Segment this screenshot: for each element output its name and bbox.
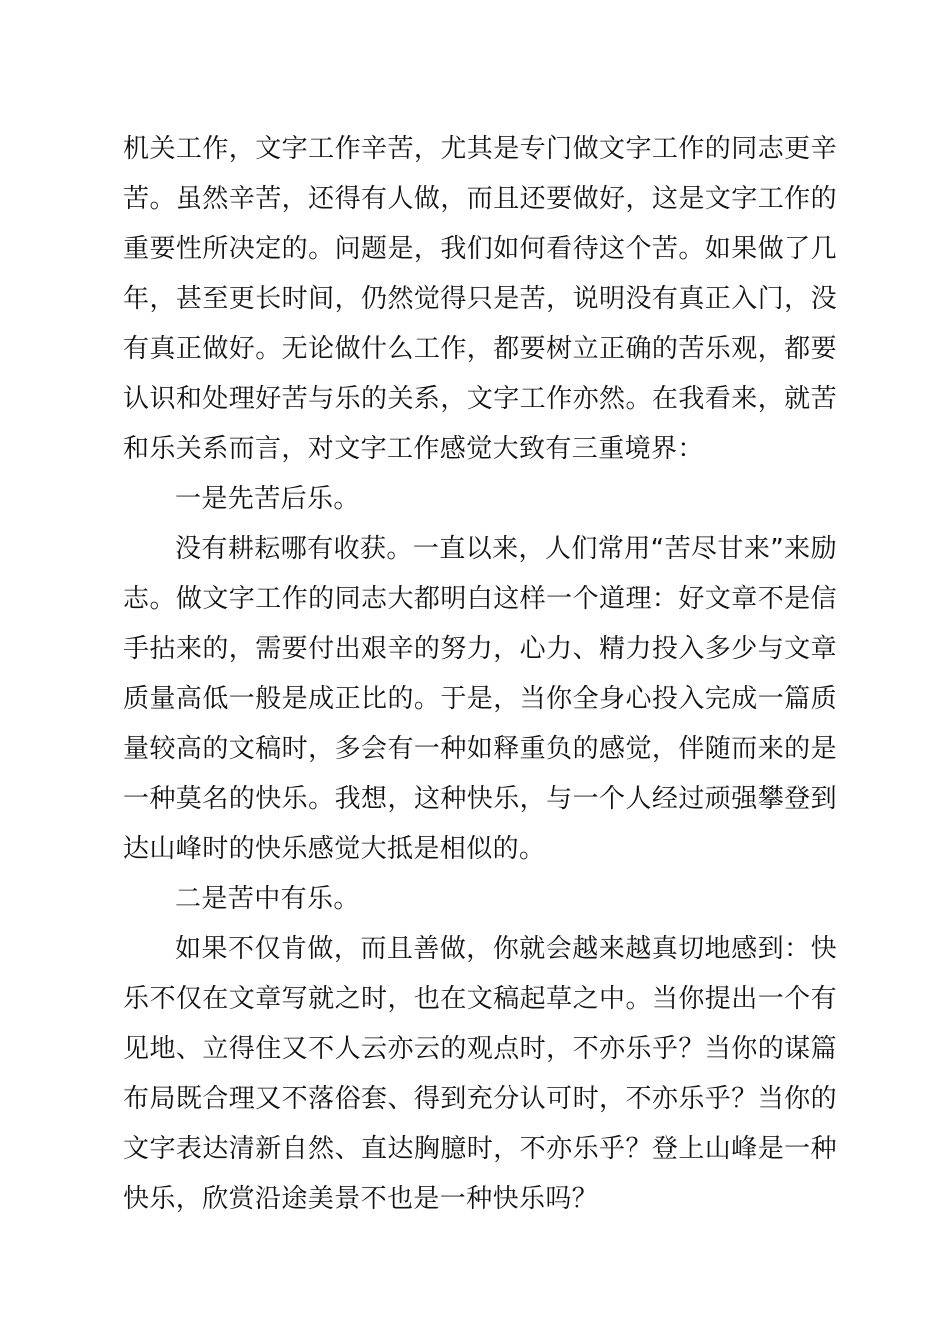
- first-realm-paragraph: 没有耕耘哪有收获。一直以来，人们常用“苦尽甘来”来励志。做文字工作的同志大都明白这样一个道理：好文章不是信手拈来的，需要付出艰辛的努力，心力、精力投入多少与文章质量高低一般是成正比的。于是，当你全身心投入完成一篇质量较高的文稿时，多会有一种如释重负的感觉，伴随而来的是一种莫名的快乐。我想，这种快乐，与一个人经过顽强攀登到达山峰时的快乐感觉大抵是相似的。: [123, 534, 837, 864]
- intro-paragraph: 机关工作，文字工作辛苦，尤其是专门做文字工作的同志更辛苦。虽然辛苦，还得有人做，而且还要做好，这是文字工作的重要性所决定的。问题是，我们如何看待这个苦。如果做了几年，甚至更长时间，仍然觉得只是苦，说明没有真正入门，没有真正做好。无论做什么工作，都要树立正确的苦乐观，都要认识和处理好苦与乐的关系，文字工作亦然。在我看来，就苦和乐关系而言，对文字工作感觉大致有三重境界：: [123, 134, 837, 464]
- second-realm-paragraph: 如果不仅肯做，而且善做，你就会越来越真切地感到：快乐不仅在文章写就之时，也在文稿起草之中。当你提出一个有见地、立得住又不人云亦云的观点时，不亦乐乎？当你的谋篇布局既合理又不落俗套、得到充分认可时，不亦乐乎？当你的文字表达清新自然、直达胸臆时，不亦乐乎？登上山峰是一种快乐，欣赏沿途美景不也是一种快乐吗？: [123, 934, 837, 1214]
- section-heading-first: 一是先苦后乐。: [175, 484, 360, 514]
- section-heading-second: 二是苦中有乐。: [175, 884, 360, 914]
- document-body: [123, 124, 837, 1224]
